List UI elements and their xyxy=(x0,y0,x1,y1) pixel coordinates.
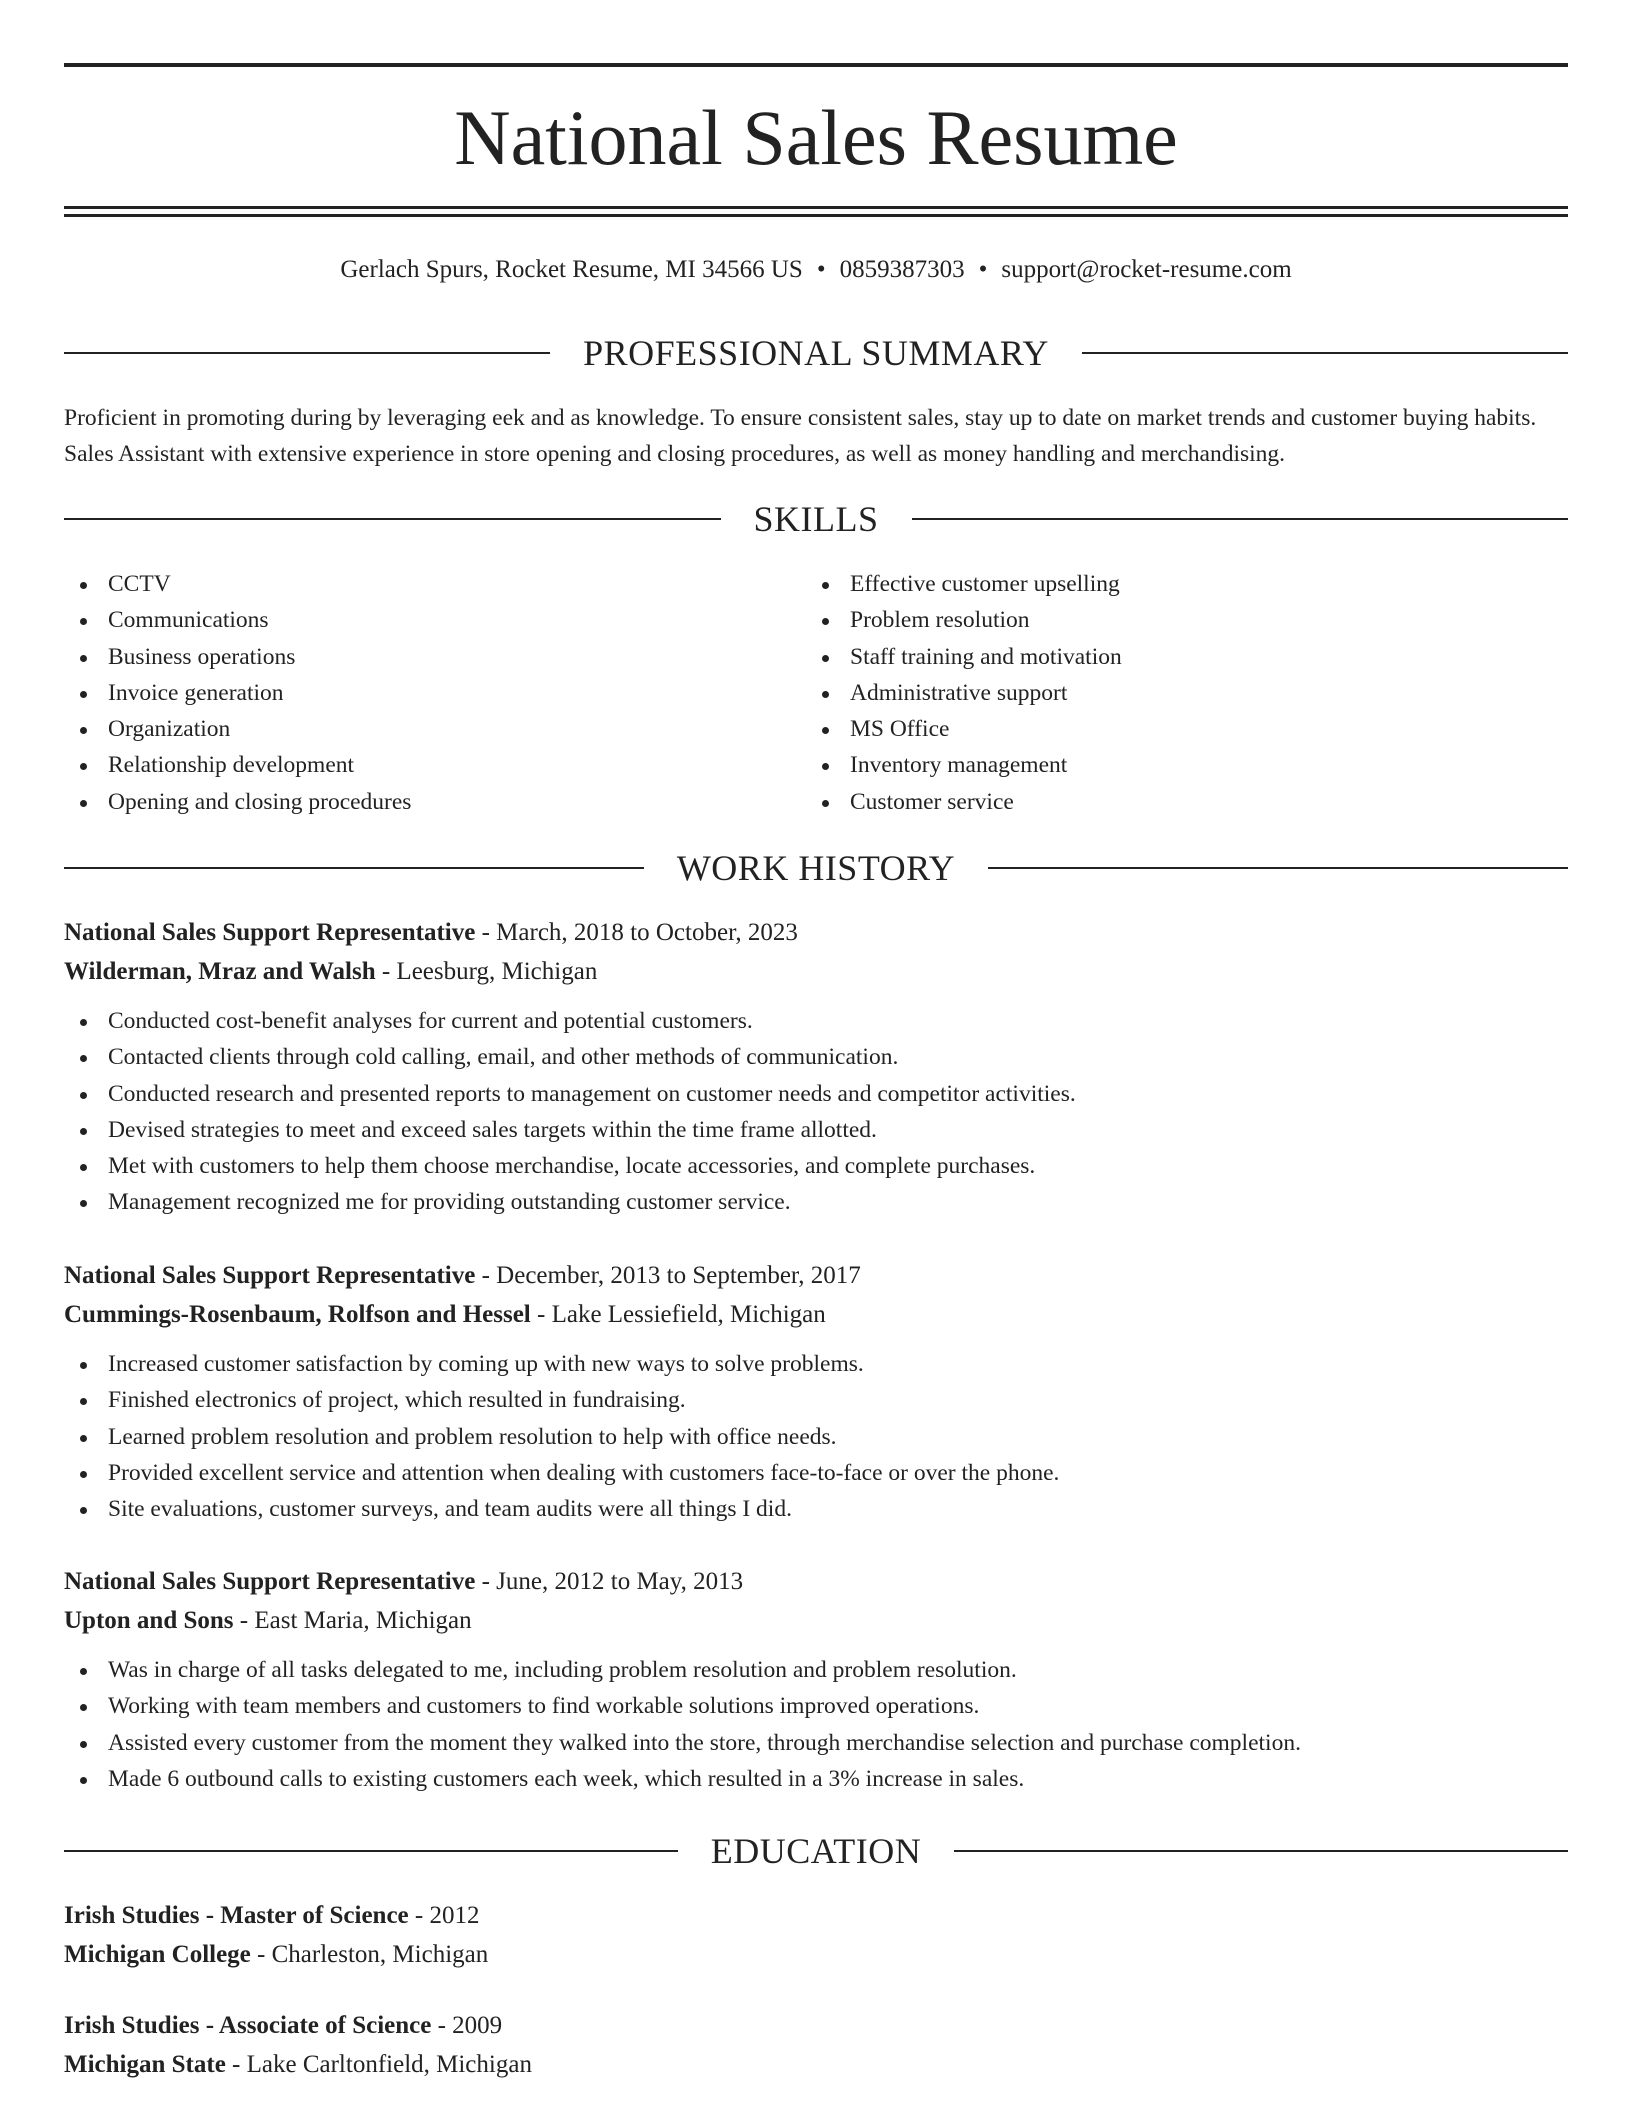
skill-item: Problem resolution xyxy=(806,602,1506,638)
school-location: - Lake Carltonfield, Michigan xyxy=(225,2051,532,2078)
job-bullet: Management recognized me for providing outstanding customer service. xyxy=(64,1184,1568,1220)
job-bullet: Learned problem resolution and problem resolution to help with office needs. xyxy=(64,1419,1568,1455)
header-top-rule xyxy=(64,63,1568,67)
job-bullet: Finished electronics of project, which resulted in fundraising. xyxy=(64,1382,1568,1418)
job-location: - Lake Lessiefield, Michigan xyxy=(530,1301,826,1328)
section-divider xyxy=(1082,352,1568,354)
job-bullet: Conducted cost-benefit analyses for current and potential customers. xyxy=(64,1003,1568,1039)
school-line xyxy=(64,2045,1568,2084)
contact-email: support@rocket-resume.com xyxy=(1001,256,1292,283)
section-divider xyxy=(64,1850,678,1852)
degree-line xyxy=(64,1896,1568,1935)
job-dates: - March, 2018 to October, 2023 xyxy=(475,919,798,946)
job-company: Upton and Sons xyxy=(64,1607,234,1634)
job-bullet: Assisted every customer from the moment they walked into the store, through merchandise selection and purchase completion. xyxy=(64,1725,1568,1761)
contact-phone: 0859387303 xyxy=(839,256,965,283)
section-title: WORK HISTORY xyxy=(676,848,956,888)
job-bullet: Was in charge of all tasks delegated to me, including problem resolution and problem resolution. xyxy=(64,1652,1568,1688)
skill-item: Effective customer upselling xyxy=(806,566,1506,602)
job-bullet: Devised strategies to meet and exceed sales targets within the time frame allotted. xyxy=(64,1112,1568,1148)
job-bullets xyxy=(64,1652,1568,1797)
job-location: - Leesburg, Michigan xyxy=(375,958,598,985)
job-bullet: Conducted research and presented reports to management on customer needs and competitor activities. xyxy=(64,1076,1568,1112)
contact-separator: • xyxy=(978,256,988,283)
section-title: PROFESSIONAL SUMMARY xyxy=(583,333,1049,373)
degree-year: - 2012 xyxy=(408,1902,480,1929)
skills-list-right xyxy=(806,566,1506,820)
skill-item: CCTV xyxy=(64,566,764,602)
section-header-summary xyxy=(64,328,1568,378)
job-bullet: Site evaluations, customer surveys, and team audits were all things I did. xyxy=(64,1491,1568,1527)
section-divider xyxy=(64,352,550,354)
job-dates: - December, 2013 to September, 2017 xyxy=(475,1262,861,1289)
header-double-rule-upper xyxy=(64,206,1568,209)
job-company: Cummings-Rosenbaum, Rolfson and Hessel xyxy=(64,1301,531,1328)
school: Michigan State xyxy=(64,2051,226,2078)
school-line xyxy=(64,1935,1568,1974)
section-divider xyxy=(988,867,1568,869)
job-title-line xyxy=(64,1256,1568,1295)
job-bullet: Working with team members and customers to find workable solutions improved operations. xyxy=(64,1688,1568,1724)
skill-item: Relationship development xyxy=(64,747,764,783)
skill-item: Opening and closing procedures xyxy=(64,784,764,820)
job-location: - East Maria, Michigan xyxy=(233,1607,472,1634)
degree: Irish Studies - Master of Science xyxy=(64,1902,409,1929)
section-header-work-history xyxy=(64,843,1568,893)
section-divider xyxy=(912,518,1569,520)
education-entry xyxy=(64,1896,1568,1974)
section-divider xyxy=(64,867,644,869)
school: Michigan College xyxy=(64,1941,251,1968)
job-company-line xyxy=(64,1601,1568,1640)
section-divider xyxy=(64,518,721,520)
contact-address: Gerlach Spurs, Rocket Resume, MI 34566 US xyxy=(340,256,803,283)
skill-item: Administrative support xyxy=(806,675,1506,711)
job-title: National Sales Support Representative xyxy=(64,1262,476,1289)
section-header-education xyxy=(64,1826,1568,1876)
work-entry xyxy=(64,913,1568,1221)
skill-item: Communications xyxy=(64,602,764,638)
skills-list-left xyxy=(64,566,764,820)
skill-item: MS Office xyxy=(806,711,1506,747)
skill-item: Business operations xyxy=(64,639,764,675)
job-title: National Sales Support Representative xyxy=(64,919,476,946)
job-dates: - June, 2012 to May, 2013 xyxy=(475,1568,744,1595)
job-bullet: Increased customer satisfaction by coming up with new ways to solve problems. xyxy=(64,1346,1568,1382)
section-header-skills xyxy=(64,494,1568,544)
job-title: National Sales Support Representative xyxy=(64,1568,476,1595)
job-company-line xyxy=(64,1295,1568,1334)
section-divider xyxy=(954,1850,1568,1852)
degree: Irish Studies - Associate of Science xyxy=(64,2012,432,2039)
school-location: - Charleston, Michigan xyxy=(250,1941,489,1968)
summary-text: Proficient in promoting during by leveraging eek and as knowledge. To ensure consistent sales, stay up to date on market trends and customer buying habits. Sales Assistant with extensive experience in store opening and closing procedures, as well as money handling and merchandising. xyxy=(64,405,1537,467)
header-double-rule-lower xyxy=(64,214,1568,217)
skill-item: Invoice generation xyxy=(64,675,764,711)
skill-item: Staff training and motivation xyxy=(806,639,1506,675)
job-bullet: Met with customers to help them choose merchandise, locate accessories, and complete purchases. xyxy=(64,1148,1568,1184)
section-title: EDUCATION xyxy=(710,1831,922,1871)
degree-line xyxy=(64,2006,1568,2045)
contact-line xyxy=(0,252,1632,288)
section-title: SKILLS xyxy=(753,499,879,539)
job-title-line xyxy=(64,913,1568,952)
job-company: Wilderman, Mraz and Walsh xyxy=(64,958,376,985)
skill-item: Organization xyxy=(64,711,764,747)
skill-item: Customer service xyxy=(806,784,1506,820)
work-entry xyxy=(64,1562,1568,1797)
resume-title: National Sales Resume xyxy=(454,94,1178,181)
education-entry xyxy=(64,2006,1568,2084)
job-bullet: Provided excellent service and attention when dealing with customers face-to-face or over the phone. xyxy=(64,1455,1568,1491)
job-bullets xyxy=(64,1003,1568,1221)
work-entry xyxy=(64,1256,1568,1527)
contact-separator: • xyxy=(816,256,826,283)
job-title-line xyxy=(64,1562,1568,1601)
job-bullets xyxy=(64,1346,1568,1527)
job-bullet: Contacted clients through cold calling, email, and other methods of communication. xyxy=(64,1039,1568,1075)
skill-item: Inventory management xyxy=(806,747,1506,783)
degree-year: - 2009 xyxy=(431,2012,503,2039)
job-bullet: Made 6 outbound calls to existing customers each week, which resulted in a 3% increase in sales. xyxy=(64,1761,1568,1797)
job-company-line xyxy=(64,952,1568,991)
